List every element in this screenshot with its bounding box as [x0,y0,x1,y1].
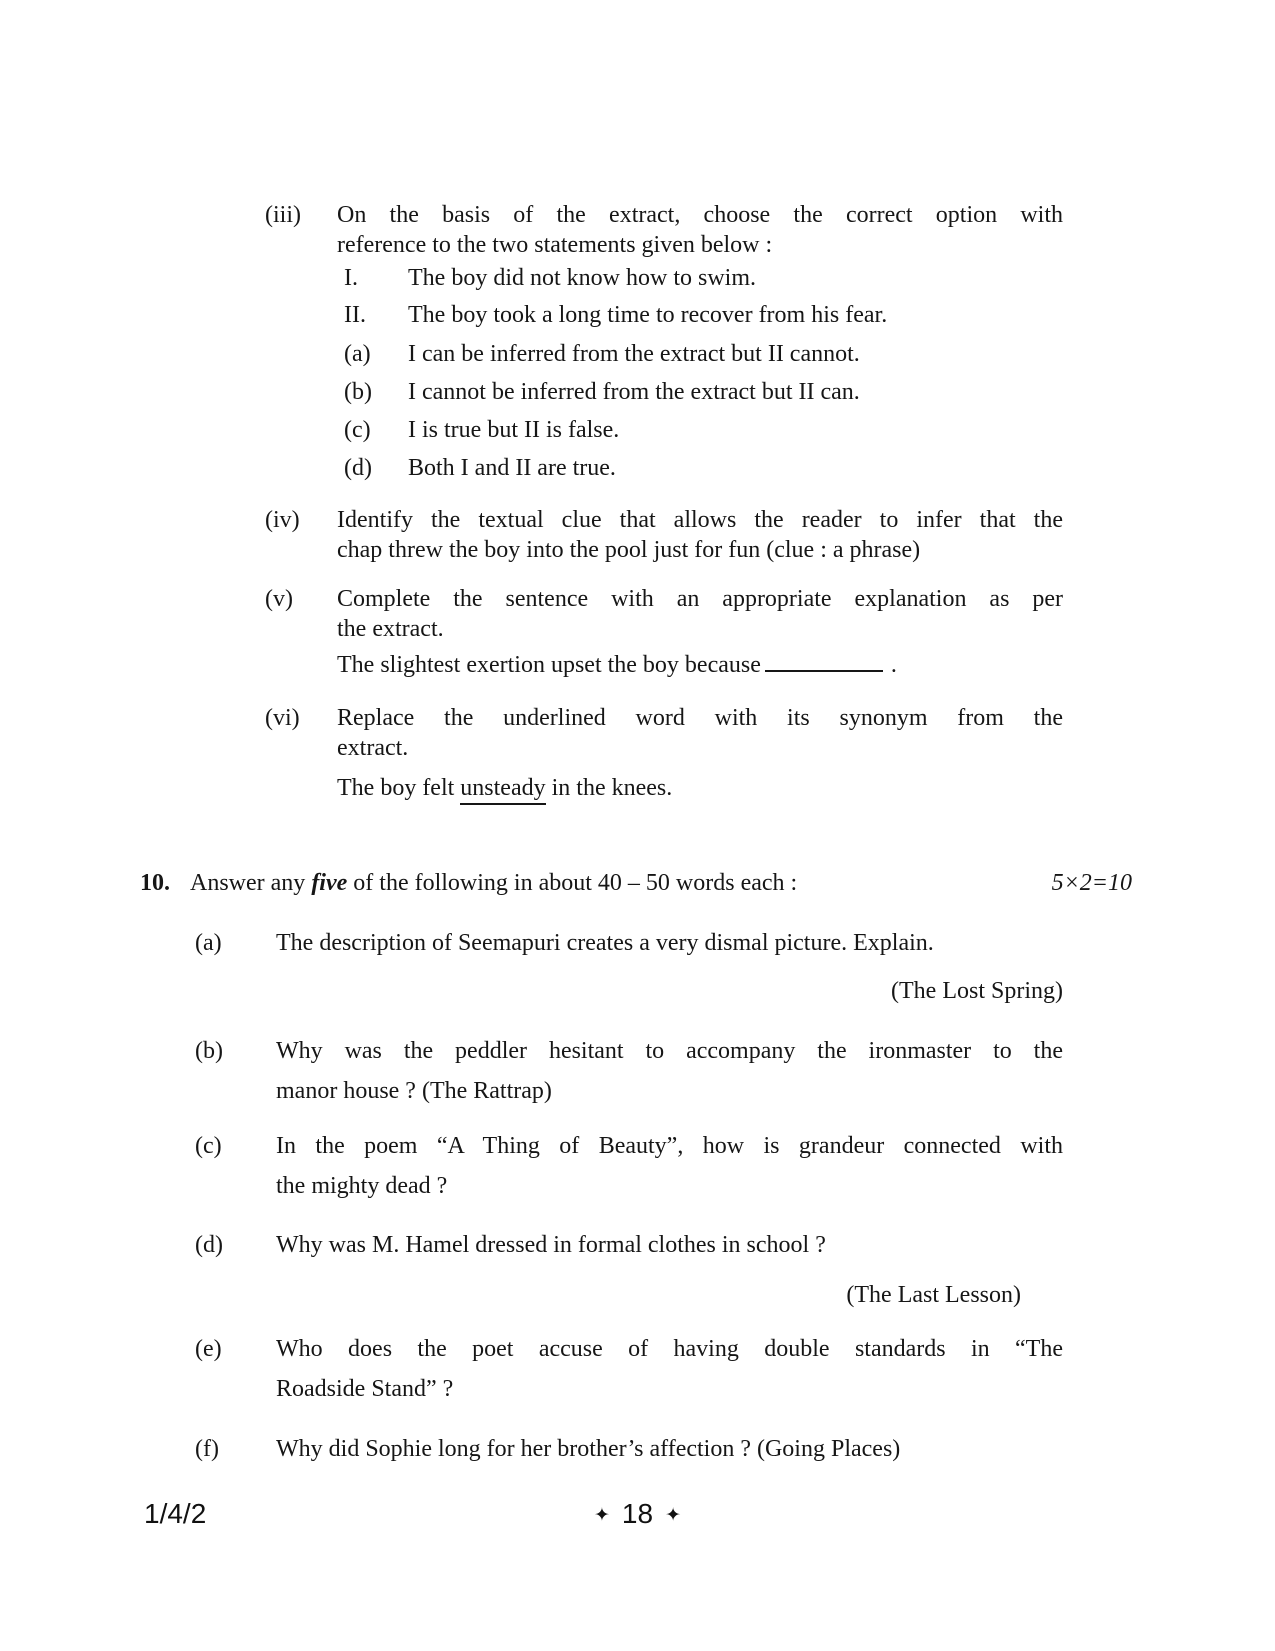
attribution-the-lost-spring: (The Lost Spring) [891,978,1063,1004]
part-a-text: The description of Seemapuri creates a very dismal picture. Explain. [276,930,934,956]
subq-iv-line2: chap threw the boy into the pool just for fun (clue : a phrase) [337,537,921,563]
part-e-line1: Who does the poet accuse of having double standards in “The [276,1336,1063,1362]
option-a-label: (a) [344,341,371,367]
page-number: 18 [621,1498,654,1529]
statement-II-label: II. [344,302,366,328]
fill-sentence-period: . [890,651,897,678]
part-e-line2: Roadside Stand” ? [276,1376,454,1402]
statement-I-text: The boy did not know how to swim. [408,265,756,291]
q10-head-pre: Answer any [190,870,312,896]
question-10-marks: 5×2=10 [1051,870,1132,896]
sentence-pre: The boy felt [337,775,461,801]
part-c-line1: In the poem “A Thing of Beauty”, how is grandeur connected with [276,1133,1063,1159]
fill-in-blank-line [765,647,883,672]
part-d-text: Why was M. Hamel dressed in formal clothes in school ? [276,1232,826,1258]
q10-head-post: of the following in about 40 – 50 words each : [347,870,798,896]
part-b-line2: manor house ? (The Rattrap) [276,1078,552,1104]
option-c-text: I is true but II is false. [408,417,620,443]
part-f-text: Why did Sophie long for her brother’s affection ? (Going Places) [276,1436,901,1462]
option-c-label: (c) [344,417,371,443]
subq-iv-line1: Identify the textual clue that allows the reader to infer that the [337,507,1063,533]
sentence-post: in the knees. [545,775,673,801]
statement-I-label: I. [344,265,358,291]
subq-v-line2: the extract. [337,616,444,642]
subq-v-label: (v) [265,586,293,612]
page-ornament-left-icon: ✦ [594,1505,610,1526]
subq-vi-line2: extract. [337,735,409,761]
option-d-text: Both I and II are true. [408,455,616,481]
subq-iii-line1: On the basis of the extract, choose the correct option with [337,202,1063,228]
fill-sentence-text: The slightest exertion upset the boy because [337,651,761,678]
statement-II-text: The boy took a long time to recover from his fear. [408,302,888,328]
question-10-text [190,868,950,898]
option-b-label: (b) [344,379,372,405]
option-b-text: I cannot be inferred from the extract but II can. [408,379,860,405]
part-b-label: (b) [195,1038,223,1064]
page-ornament-right-icon: ✦ [665,1505,681,1526]
subq-vi-line1: Replace the underlined word with its synonym from the [337,705,1063,731]
part-a-label: (a) [195,930,222,956]
subq-iii-label: (iii) [265,202,301,228]
paper-code: 1/4/2 [144,1498,207,1529]
underlined-word: unsteady [460,775,545,805]
option-a-text: I can be inferred from the extract but II cannot. [408,341,860,367]
q10-head-emphasis: five [311,870,348,896]
subq-iv-label: (iv) [265,507,300,533]
subq-iii-line2: reference to the two statements given below : [337,232,773,258]
part-b-line1: Why was the peddler hesitant to accompany the ironmaster to the [276,1038,1063,1064]
part-f-label: (f) [195,1436,219,1462]
subq-v-line1: Complete the sentence with an appropriate explanation as per [337,586,1063,612]
part-e-label: (e) [195,1336,222,1362]
subq-vi-label: (vi) [265,705,300,731]
subq-vi-sentence [337,773,1063,803]
part-c-label: (c) [195,1133,222,1159]
question-10-number: 10. [140,870,170,896]
attribution-the-last-lesson: (The Last Lesson) [846,1282,1021,1308]
page-number-row [0,1496,1275,1531]
part-c-line2: the mighty dead ? [276,1173,448,1199]
part-d-label: (d) [195,1232,223,1258]
subq-v-fill-sentence [337,647,1063,680]
option-d-label: (d) [344,455,372,481]
